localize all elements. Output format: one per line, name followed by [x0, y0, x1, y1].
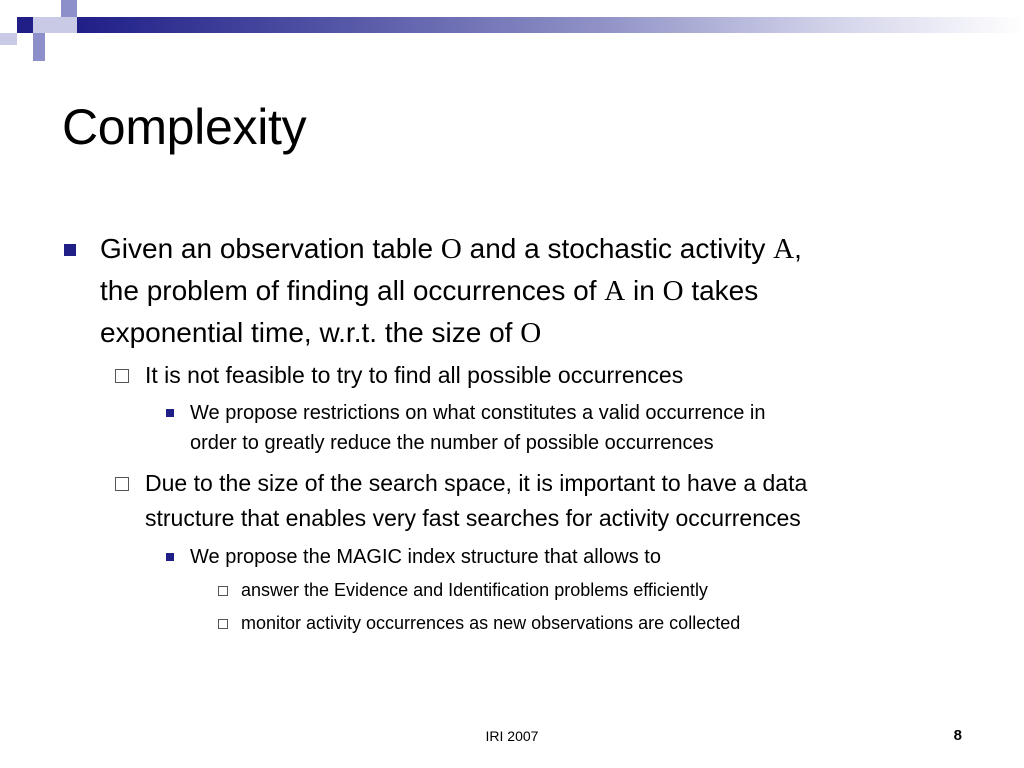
slide-title: Complexity	[62, 99, 307, 155]
symbol-o: O	[662, 275, 684, 307]
bullet-level2-text-2	[145, 466, 985, 536]
symbol-o: O	[440, 233, 462, 265]
text-fragment: exponential time, w.r.t. the size of	[100, 317, 521, 348]
symbol-o: O	[520, 317, 542, 349]
symbol-a: A	[604, 275, 626, 307]
bullet-level2-line2: structure that enables very fast searches for activity occurrences	[145, 505, 801, 531]
bullet-square-icon	[64, 244, 76, 256]
decor-square-light-2	[61, 17, 77, 33]
decor-square-mid	[61, 0, 77, 17]
bullet-level1-line1	[100, 228, 990, 270]
text-fragment: in	[625, 275, 663, 306]
text-fragment: the problem of finding all occurrences of	[100, 275, 605, 306]
footer-page-number: 8	[953, 727, 962, 744]
bullet-level1-line2	[100, 270, 990, 312]
bullet-level2-text-1: It is not feasible to try to find all possible occurrences	[145, 362, 684, 388]
header-gradient-bar	[77, 17, 1024, 33]
bullet-level3-line2: order to greatly reduce the number of possible occurrences	[190, 432, 714, 454]
bullet-level1-line3	[100, 312, 990, 354]
decor-square-mid-2	[33, 33, 45, 45]
bullet-level4-text-1: answer the Evidence and Identification problems efficiently	[241, 580, 708, 600]
decor-square-light	[33, 17, 61, 33]
hollow-square-bullet-icon	[115, 369, 129, 383]
bullet-level3-line1: We propose restrictions on what constitutes a valid occurrence in	[190, 402, 766, 424]
bullet-level1-text	[100, 228, 990, 354]
hollow-square-bullet-icon	[218, 619, 228, 629]
bullet-level3-text-1	[190, 398, 980, 458]
decor-square-light-3	[0, 33, 17, 45]
bullet-level4-text-2: monitor activity occurrences as new observations are collected	[241, 613, 741, 633]
bullet-small-square-icon	[166, 553, 174, 561]
text-fragment: and a stochastic activity	[461, 233, 774, 264]
text-fragment: takes	[683, 275, 759, 306]
footer-conference: IRI 2007	[485, 728, 539, 744]
hollow-square-bullet-icon	[218, 586, 228, 596]
decor-square-dark	[17, 17, 33, 33]
text-fragment: ,	[794, 233, 802, 264]
symbol-a: A	[773, 233, 795, 265]
decor-square-mid-3	[33, 45, 45, 61]
hollow-square-bullet-icon	[115, 477, 129, 491]
bullet-level2-line1: Due to the size of the search space, it is important to have a data	[145, 470, 808, 496]
bullet-level3-text-2: We propose the MAGIC index structure that allows to	[190, 546, 661, 568]
bullet-small-square-icon	[166, 409, 174, 417]
text-fragment: Given an observation table	[100, 233, 441, 264]
